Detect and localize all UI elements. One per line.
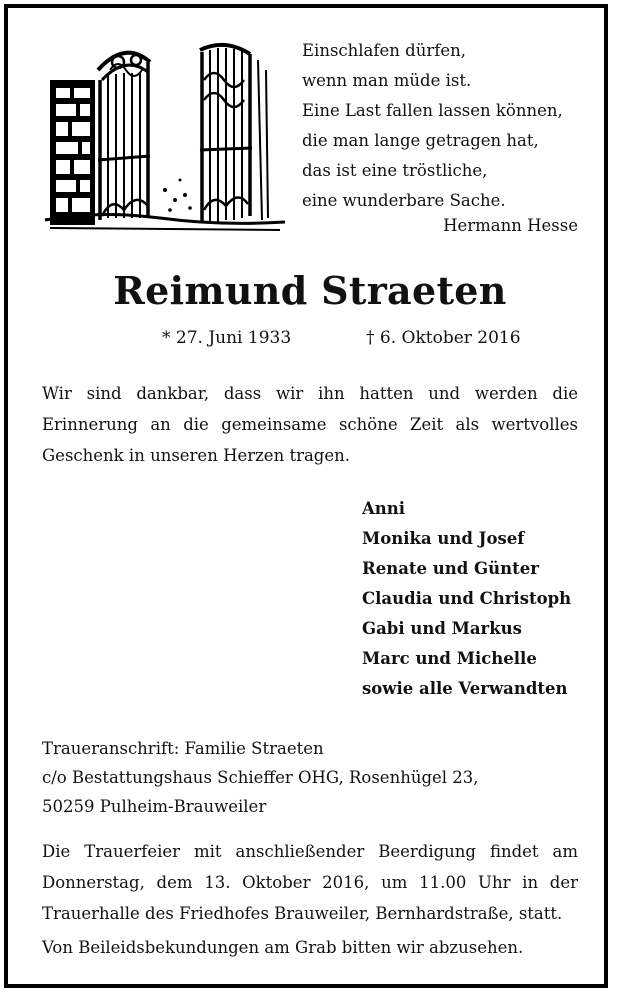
poem-line: Einschlafen dürfen, bbox=[302, 41, 466, 60]
mourning-address bbox=[42, 734, 479, 821]
poem-line: wenn man müde ist. bbox=[302, 71, 472, 90]
poem-line: das ist eine tröstliche, bbox=[302, 161, 488, 180]
poem-line: eine wunderbare Sache. bbox=[302, 191, 506, 210]
mourner-name: Anni bbox=[362, 499, 406, 518]
mourner-name: Marc und Michelle bbox=[362, 649, 537, 668]
birth-date: * 27. Juni 1933 bbox=[162, 328, 292, 348]
mourners-list bbox=[362, 494, 571, 704]
poem-line: die man lange getragen hat, bbox=[302, 131, 539, 150]
deceased-name: Reimund Straeten bbox=[113, 268, 507, 313]
mourner-name: Claudia und Christoph bbox=[362, 589, 572, 608]
address-line: c/o Bestattungshaus Schieffer OHG, Rosenhügel 23, bbox=[42, 768, 479, 787]
condolence-note: Von Beileidsbekundungen am Grab bitten wir abzusehen. bbox=[42, 938, 524, 957]
garden-gate-icon bbox=[40, 40, 290, 235]
address-line: Traueranschrift: Familie Straeten bbox=[42, 739, 324, 758]
death-date: † 6. Oktober 2016 bbox=[366, 328, 521, 348]
mourner-name: Gabi und Markus bbox=[362, 619, 522, 638]
poem-line: Eine Last fallen lassen können, bbox=[302, 101, 563, 120]
poem bbox=[302, 36, 578, 216]
gratitude-text: Wir sind dankbar, dass wir ihn hatten und werden die Erinnerung an die gemeinsame schöne Zeit als wertvolles Geschenk in unseren Herzen tragen. bbox=[42, 384, 578, 465]
mourner-name: Renate und Günter bbox=[362, 559, 539, 578]
funeral-details: Die Trauerfeier mit anschließender Beerdigung findet am Donnerstag, dem 13. Oktober 2016, um 11.00 Uhr in der Trauerhalle des Friedhofes Brauweiler, Bernhardstraße, statt. bbox=[42, 842, 578, 923]
mourner-name: sowie alle Verwandten bbox=[362, 679, 568, 698]
mourner-name: Monika und Josef bbox=[362, 529, 525, 548]
poem-author: Hermann Hesse bbox=[443, 216, 578, 235]
address-line: 50259 Pulheim-Brauweiler bbox=[42, 797, 267, 816]
